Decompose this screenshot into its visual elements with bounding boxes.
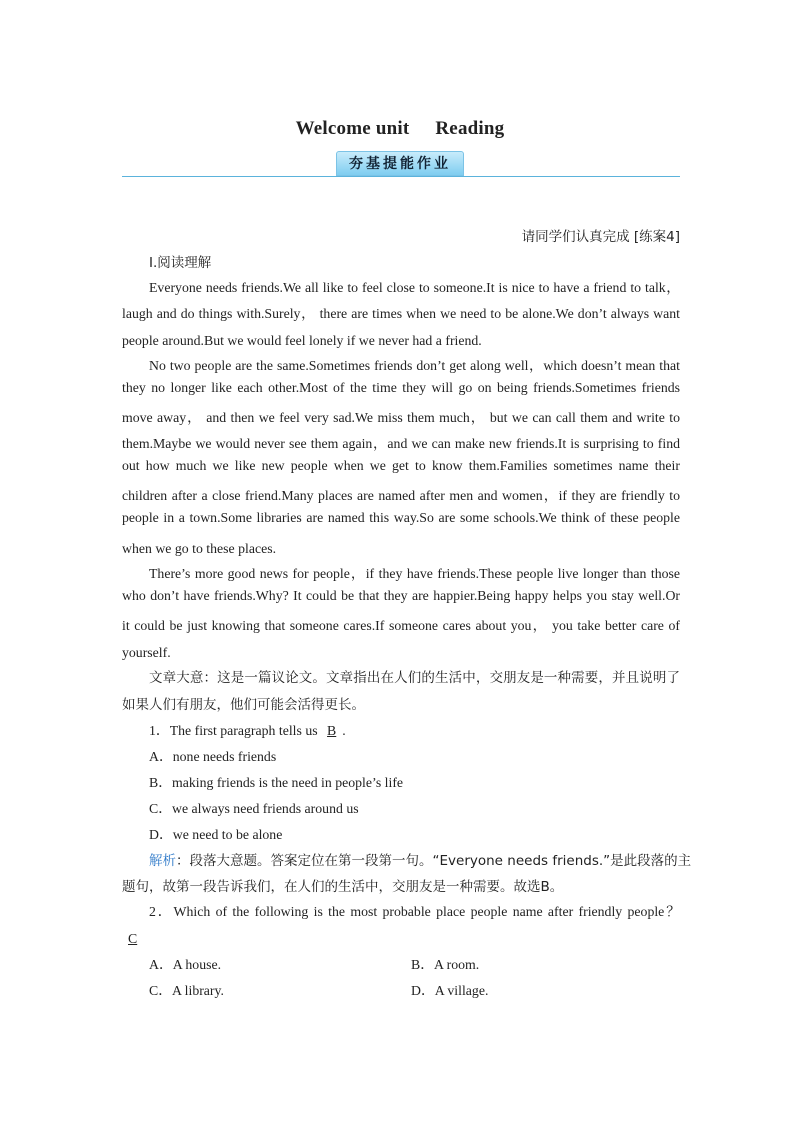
answer-blank: C bbox=[128, 931, 138, 946]
passage-line: No two people are the same.Sometimes friends don’t get along well，which doesn’t mean that bbox=[149, 358, 680, 373]
passage-line: move away， and then we feel very sad.We miss them much， but we can call them and write to bbox=[122, 410, 680, 425]
question-1 bbox=[122, 718, 692, 900]
passage-line: children after a close friend.Many places are named after men and women，if they are friendly to bbox=[122, 488, 680, 503]
section-heading: I.阅读理解 bbox=[149, 255, 212, 271]
option-row bbox=[122, 978, 680, 1004]
passage-line: laugh and do things with.Surely， there are times when we need to be alone.We don’t always want bbox=[122, 306, 680, 321]
homework-badge: 夯基提能作业 bbox=[336, 151, 464, 176]
passage-line: people in a town.Some libraries are named this way.So are some schools.We think of these people bbox=[122, 510, 680, 525]
option-c: C．we always need friends around us bbox=[149, 801, 359, 816]
passage-line: There’s more good news for people，if they have friends.These people live longer than those bbox=[149, 566, 680, 581]
summary-line: 文章大意：这是一篇议论文。文章指出在人们的生活中，交朋友是一种需要，并且说明了 bbox=[149, 670, 680, 686]
passage-line: who don’t have friends.Why? It could be that they are happier.Being happy helps you stay well.Or bbox=[122, 588, 680, 603]
reading-passage bbox=[122, 276, 680, 666]
option-b: B．making friends is the need in people’s life bbox=[149, 775, 404, 790]
passage-line: they no longer like each other.Most of the time they will go on being friends.Sometimes friends bbox=[122, 380, 680, 395]
passage-line: out how much we like new people when we get to know them.Families sometimes name their bbox=[122, 458, 680, 473]
question-text: 1．The first paragraph tells us bbox=[149, 723, 318, 738]
title-right: Reading bbox=[435, 118, 505, 139]
option-d: D．A village. bbox=[411, 983, 489, 998]
article-summary bbox=[122, 666, 680, 718]
passage-line: yourself. bbox=[122, 645, 171, 660]
option-b: B．A room. bbox=[411, 957, 480, 972]
passage-line: people around.But we would feel lonely if we never had a friend. bbox=[122, 333, 482, 348]
page-title bbox=[0, 118, 800, 140]
option-d: D．we need to be alone bbox=[149, 827, 283, 842]
question-stem bbox=[122, 718, 680, 744]
question-2 bbox=[122, 900, 680, 1004]
option-c: C．A library. bbox=[149, 983, 224, 998]
analysis bbox=[122, 848, 692, 874]
analysis-continued: 题句，故第一段告诉我们，在人们的生活中，交朋友是一种需要。故选B。 bbox=[122, 879, 564, 895]
passage-line: them.Maybe we would never see them again，and we can make new friends.It is surprising to find bbox=[122, 436, 680, 451]
header-rule bbox=[122, 176, 680, 177]
answer-line bbox=[122, 926, 680, 952]
answer-blank: B bbox=[327, 723, 337, 738]
passage-line: it could be just knowing that someone cares.If someone cares about you， you take better care of bbox=[122, 618, 680, 633]
passage-line: when we go to these places. bbox=[122, 541, 277, 556]
analysis-text: ：段落大意题。答案定位在第一段第一句。“Everyone needs friends.”是此段落的主 bbox=[176, 853, 692, 869]
option-a: A．A house. bbox=[149, 957, 222, 972]
content bbox=[122, 224, 692, 1004]
analysis-label: 解析 bbox=[149, 853, 176, 869]
summary-line: 如果人们有朋友，他们可能会活得更长。 bbox=[122, 697, 365, 713]
passage-line: Everyone needs friends.We all like to feel close to someone.It is nice to have a friend to talk， bbox=[149, 280, 680, 295]
title-left: Welcome unit bbox=[295, 118, 410, 139]
question-end: . bbox=[342, 723, 346, 738]
option-a: A．none needs friends bbox=[149, 749, 277, 764]
question-stem: 2．Which of the following is the most probable place people name after friendly people？ bbox=[149, 904, 680, 919]
instruction-note: 请同学们认真完成 [练案4] bbox=[521, 229, 680, 245]
option-row bbox=[122, 952, 680, 978]
